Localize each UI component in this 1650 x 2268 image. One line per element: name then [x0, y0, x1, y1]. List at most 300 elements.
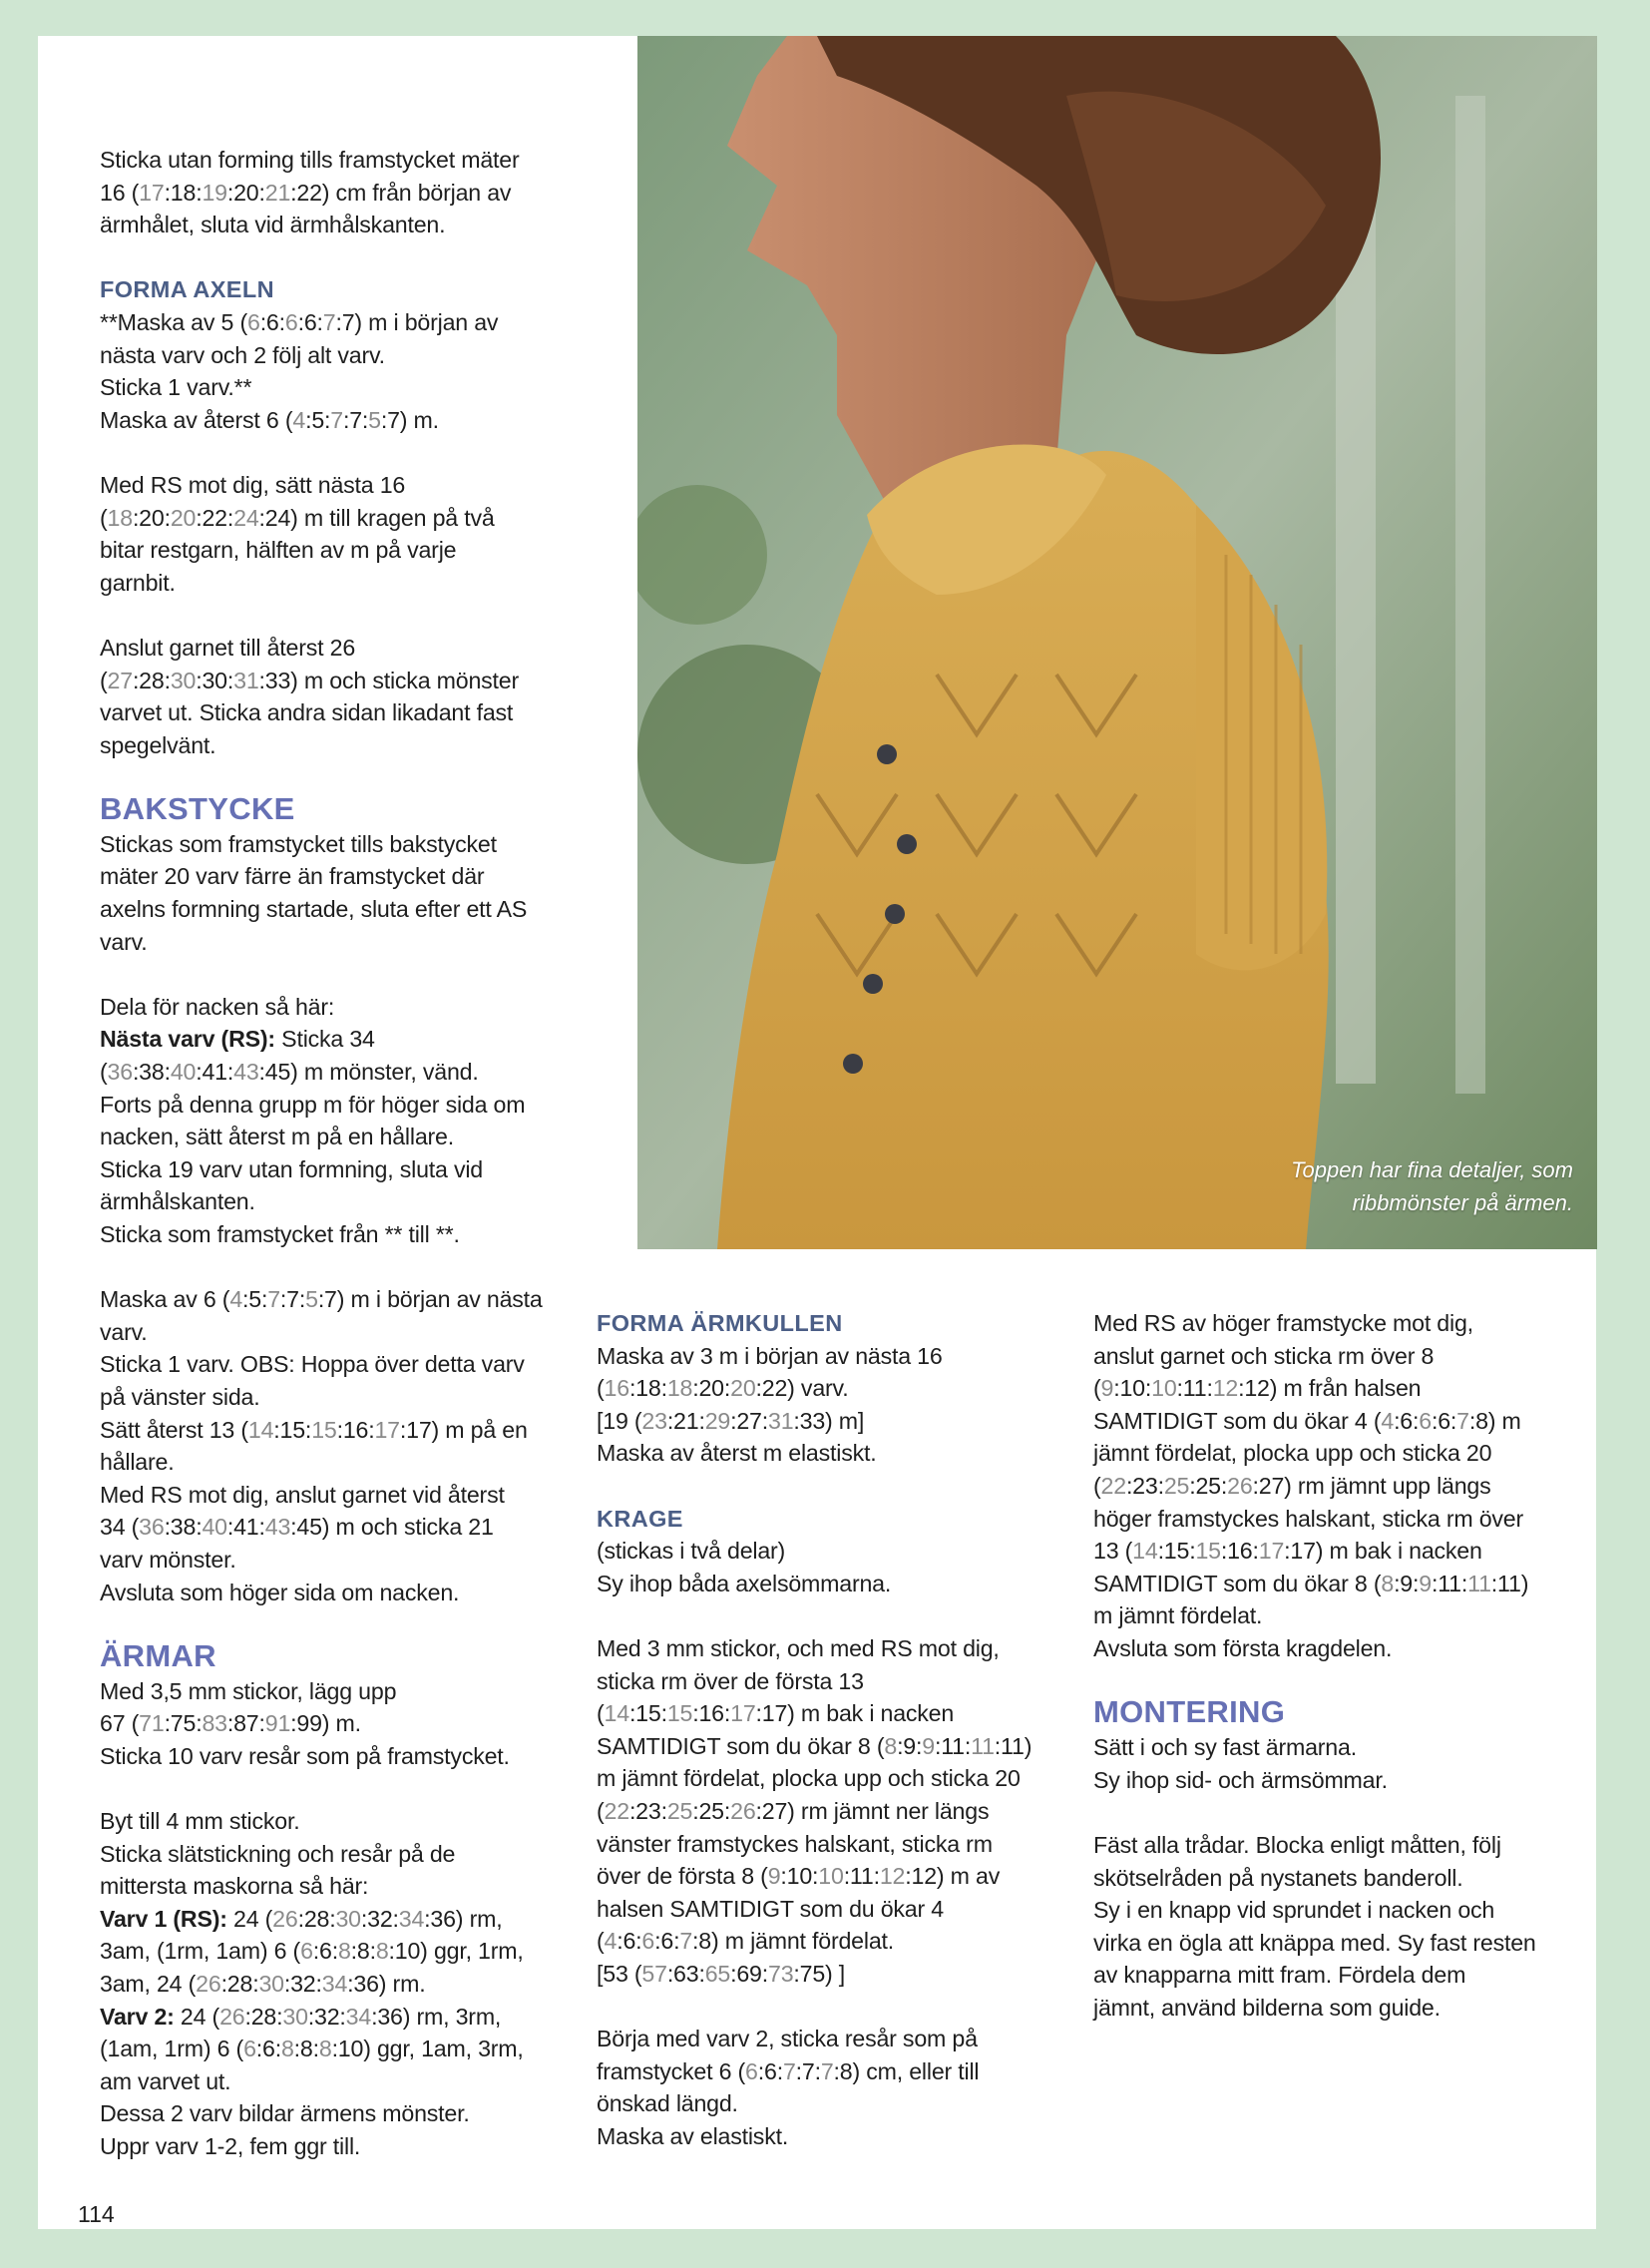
text-segment: :99) m. — [290, 1710, 361, 1737]
size-value: 36 — [139, 1514, 165, 1541]
size-value: 6 — [246, 308, 260, 335]
text-line — [1093, 1632, 1562, 1665]
text-line — [100, 1870, 609, 1903]
text-segment: :6: — [255, 2036, 281, 2062]
text-segment: SAMTIDIGT som du ökar 4 ( — [1093, 1407, 1382, 1434]
text-segment: :9: — [1394, 1570, 1420, 1596]
text-segment: halsen SAMTIDIGT som du ökar 4 — [597, 1895, 944, 1922]
text-segment: garnbit. — [100, 569, 176, 596]
text-segment: ( — [100, 504, 108, 531]
text-segment: Sticka 1 varv. OBS: Hoppa över detta varv — [100, 1351, 525, 1378]
text-line — [100, 991, 609, 1024]
size-value: 12 — [879, 1863, 906, 1890]
magazine-page — [38, 36, 1596, 2229]
text-segment: :17) m bak i nacken — [755, 1700, 955, 1727]
size-value: 4 — [229, 1286, 243, 1313]
size-value: 26 — [196, 1971, 221, 1998]
text-segment: :8) cm, eller till — [833, 2057, 980, 2084]
text-segment: :41: — [196, 1059, 234, 1086]
size-value: 31 — [233, 667, 259, 693]
size-value: 23 — [641, 1407, 667, 1434]
text-line — [100, 469, 609, 502]
text-segment: SAMTIDIGT som du ökar 8 ( — [597, 1732, 885, 1759]
section-heading: BAKSTYCKE — [100, 790, 295, 826]
text-line — [100, 306, 609, 339]
size-value: 6 — [745, 2057, 758, 2084]
size-value: 6 — [284, 308, 298, 335]
text-line — [100, 696, 609, 729]
text-segment: Sy ihop sid- och ärmsömmar. — [1093, 1766, 1388, 1793]
text-line — [1093, 1829, 1562, 1862]
text-segment: varv mönster. — [100, 1546, 236, 1573]
text-segment: :8) m jämnt fördelat. — [692, 1928, 895, 1955]
size-value: 73 — [768, 1960, 794, 1987]
text-segment: Byt till 4 mm stickor. — [100, 1808, 300, 1835]
photo-caption — [1234, 1153, 1573, 1219]
text-segment: :28: — [244, 2003, 283, 2030]
size-value: 7 — [322, 308, 336, 335]
text-segment: :7) m. — [380, 406, 439, 433]
text-segment: :12) m från halsen — [1238, 1375, 1422, 1402]
text-segment: am varvet ut. — [100, 2067, 231, 2094]
subsection-heading: KRAGE — [597, 1505, 683, 1532]
text-segment: :45) m mönster, vänd. — [258, 1059, 479, 1086]
text-segment: Avsluta som höger sida om nacken. — [100, 1579, 460, 1605]
size-value: 65 — [704, 1960, 731, 1987]
text-line — [100, 2033, 609, 2065]
size-value: 30 — [170, 667, 197, 693]
text-line — [100, 1675, 609, 1708]
text-line — [100, 1056, 609, 1089]
size-value: 4 — [604, 1928, 618, 1955]
size-value: 21 — [264, 179, 291, 206]
size-value: 40 — [170, 1059, 197, 1086]
size-value: 7 — [1456, 1407, 1469, 1434]
text-segment: Med RS av höger framstycke mot dig, — [1093, 1310, 1473, 1336]
text-line — [100, 339, 609, 372]
size-value: 6 — [641, 1928, 655, 1955]
text-line — [100, 828, 609, 861]
text-line — [597, 1925, 1055, 1958]
text-line — [100, 2001, 609, 2034]
text-segment: :10) ggr, 1rm, — [388, 1938, 524, 1965]
text-segment: 24 ( — [226, 1905, 273, 1932]
text-segment: :8) m — [1468, 1407, 1521, 1434]
text-segment: höger framstyckes halskant, sticka rm över — [1093, 1505, 1524, 1532]
text-column-1 — [100, 144, 609, 2163]
size-value: 27 — [107, 667, 133, 693]
size-value: 26 — [730, 1797, 756, 1824]
text-segment: Maska av elastiskt. — [597, 2122, 789, 2149]
text-segment: :7: — [342, 406, 369, 433]
text-line — [597, 1405, 1055, 1438]
size-value: 5 — [368, 406, 381, 433]
text-segment: jämnt fördelat, plocka upp och sticka 20 — [1093, 1440, 1492, 1467]
text-line — [1093, 1405, 1562, 1438]
text-segment: :69: — [730, 1960, 768, 1987]
caption-line: Toppen har fina detaljer, som — [1291, 1157, 1573, 1182]
size-value: 15 — [666, 1700, 693, 1727]
text-line — [100, 1544, 609, 1577]
text-line — [1093, 1307, 1562, 1340]
text-line — [100, 1805, 609, 1838]
size-value: 34 — [398, 1905, 425, 1932]
text-line — [597, 1958, 1055, 1991]
size-value: 9 — [1100, 1375, 1114, 1402]
text-segment: axelns formning startade, sluta efter ett AS — [100, 896, 528, 923]
text-segment: :20: — [692, 1375, 731, 1402]
text-segment: :32: — [360, 1905, 399, 1932]
text-segment: :15: — [1157, 1538, 1196, 1565]
text-line — [100, 1185, 609, 1218]
text-line — [100, 665, 609, 697]
text-segment: spegelvänt. — [100, 731, 216, 758]
size-value: 8 — [337, 1938, 351, 1965]
paragraph — [1093, 1307, 1562, 1665]
text-segment: :12) m av — [905, 1863, 1001, 1890]
text-line — [100, 534, 609, 567]
text-line — [1093, 1927, 1562, 1960]
text-line — [100, 567, 609, 600]
text-segment: :18: — [628, 1375, 667, 1402]
size-value: 20 — [170, 504, 197, 531]
size-value: 17 — [1258, 1538, 1285, 1565]
text-segment: :11: — [934, 1732, 972, 1759]
size-value: 91 — [264, 1710, 291, 1737]
text-segment: vänster framstyckes halskant, sticka rm — [597, 1830, 993, 1857]
text-segment: :36) rm, — [424, 1905, 503, 1932]
text-line — [1093, 1568, 1562, 1600]
text-segment: av knapparna mitt fram. Fördela dem — [1093, 1962, 1466, 1989]
size-value: 30 — [335, 1905, 361, 1932]
text-line — [1093, 1599, 1562, 1632]
text-segment: ( — [597, 1928, 605, 1955]
text-segment: :7) m i början av nästa — [317, 1286, 543, 1313]
size-value: 17 — [730, 1700, 756, 1727]
size-value: 8 — [375, 1938, 389, 1965]
size-value: 14 — [247, 1416, 274, 1443]
size-value: 57 — [641, 1960, 667, 1987]
text-segment: mittersta maskorna så här: — [100, 1873, 369, 1900]
paragraph — [100, 1805, 609, 2163]
size-value: 16 — [604, 1375, 629, 1402]
section-heading: ÄRMAR — [100, 1637, 216, 1673]
text-segment: SAMTIDIGT som du ökar 8 ( — [1093, 1570, 1382, 1596]
text-segment: Med RS mot dig, sätt nästa 16 — [100, 471, 406, 498]
text-segment: :5: — [305, 406, 331, 433]
text-line — [100, 1121, 609, 1153]
text-line — [100, 1023, 609, 1056]
text-segment: (stickas i två delar) — [597, 1538, 786, 1565]
text-segment: :25: — [1189, 1472, 1228, 1499]
text-line — [100, 1511, 609, 1544]
text-segment: önskad längd. — [597, 2090, 738, 2117]
text-segment: :75: — [164, 1710, 203, 1737]
text-segment: Sticka 1 varv.** — [100, 374, 252, 401]
text-line — [1093, 1862, 1562, 1895]
text-line — [1093, 1764, 1562, 1797]
text-segment: Med RS mot dig, anslut garnet vid återst — [100, 1481, 505, 1508]
size-value: 30 — [258, 1971, 284, 1998]
text-segment: Sticka slätstickning och resår på de — [100, 1840, 456, 1867]
text-segment: ( — [597, 1797, 605, 1824]
size-value: 25 — [1163, 1472, 1190, 1499]
size-value: 22 — [604, 1797, 629, 1824]
text-segment: :20: — [132, 504, 171, 531]
text-segment: Sy i en knapp vid sprundet i nacken och — [1093, 1897, 1495, 1924]
text-line — [1093, 1470, 1562, 1503]
text-segment: :36) rm. — [347, 1971, 426, 1998]
size-value: 22 — [1100, 1472, 1126, 1499]
text-segment: över de första 8 ( — [597, 1863, 768, 1890]
size-value: 71 — [139, 1710, 165, 1737]
subsection-heading: FORMA AXELN — [100, 276, 274, 303]
text-segment: :7: — [795, 2057, 821, 2084]
paragraph — [100, 991, 609, 1251]
text-line — [100, 1414, 609, 1447]
text-line — [1093, 1372, 1562, 1405]
paragraph — [100, 1283, 609, 1608]
text-line — [597, 2023, 1055, 2055]
text-line — [1093, 1992, 1562, 2025]
paragraph — [597, 1632, 1055, 1991]
text-segment: Maska av återst 6 ( — [100, 406, 293, 433]
subsection-heading: FORMA ÄRMKULLEN — [597, 1310, 843, 1336]
text-segment: :6: — [259, 308, 285, 335]
text-line — [1093, 1535, 1562, 1568]
text-segment: :11: — [1431, 1570, 1468, 1596]
text-line — [100, 1577, 609, 1609]
text-segment: :10: — [780, 1863, 819, 1890]
size-value: 10 — [1151, 1375, 1177, 1402]
text-line — [100, 860, 609, 893]
text-line — [597, 1568, 1055, 1600]
text-line — [597, 1340, 1055, 1373]
text-line — [597, 1893, 1055, 1926]
text-segment: :7: — [279, 1286, 306, 1313]
text-segment: ( — [597, 1700, 605, 1727]
size-value: 18 — [666, 1375, 693, 1402]
text-segment: varv. — [100, 928, 148, 955]
text-line — [100, 2130, 609, 2163]
text-segment: mäter 20 varv färre än framstycket där — [100, 863, 485, 890]
bold-label: Nästa varv (RS): — [100, 1026, 275, 1053]
text-segment: :30: — [196, 667, 234, 693]
text-segment: Sticka som framstycket från ** till **. — [100, 1221, 460, 1247]
text-segment: m jämnt fördelat. — [1093, 1602, 1263, 1629]
text-segment: 16 ( — [100, 179, 140, 206]
paragraph — [597, 1307, 1055, 1470]
text-segment: :8: — [350, 1938, 376, 1965]
text-segment: ärmhålskanten. — [100, 1188, 255, 1215]
text-line — [100, 1479, 609, 1512]
text-segment: :7) m i början av — [335, 308, 499, 335]
text-line — [1093, 1959, 1562, 1992]
paragraph — [1093, 1829, 1562, 2025]
text-line — [597, 2087, 1055, 2120]
text-line — [100, 1446, 609, 1479]
text-segment: virka en ögla att knäppa med. Sy fast resten — [1093, 1929, 1536, 1956]
bold-label: Varv 1 (RS): — [100, 1905, 227, 1932]
size-value: 25 — [666, 1797, 693, 1824]
size-value: 36 — [107, 1059, 133, 1086]
section-heading: MONTERING — [1093, 1694, 1286, 1730]
text-segment: :27) rm jämnt upp längs — [1252, 1472, 1491, 1499]
text-segment: Avsluta som första kragdelen. — [1093, 1634, 1393, 1661]
text-line — [100, 371, 609, 404]
size-value: 19 — [202, 179, 227, 206]
size-value: 43 — [233, 1059, 259, 1086]
text-segment: Med 3,5 mm stickor, lägg upp — [100, 1677, 397, 1704]
text-segment: hållare. — [100, 1449, 175, 1476]
size-value: 6 — [243, 2036, 256, 2062]
text-line — [597, 1762, 1055, 1795]
size-value: 17 — [374, 1416, 400, 1443]
text-segment: ( — [100, 667, 108, 693]
size-value: 10 — [818, 1863, 844, 1890]
size-value: 7 — [820, 2057, 834, 2084]
size-value: 26 — [1227, 1472, 1253, 1499]
text-segment: på vänster sida. — [100, 1383, 260, 1410]
text-segment: Forts på denna grupp m för höger sida om — [100, 1091, 526, 1118]
text-segment: :45) m och sticka 21 — [290, 1514, 494, 1541]
text-line — [100, 1935, 609, 1968]
text-segment: :36) rm, 3rm, — [371, 2003, 502, 2030]
text-line — [597, 2120, 1055, 2153]
size-value: 14 — [1132, 1538, 1158, 1565]
text-line — [100, 1089, 609, 1122]
size-value: 4 — [292, 406, 306, 433]
text-segment: varv. — [100, 1318, 148, 1345]
size-value: 17 — [139, 179, 165, 206]
text-segment: ( — [1093, 1472, 1101, 1499]
size-value: 7 — [267, 1286, 280, 1313]
text-segment: :6: — [1394, 1407, 1420, 1434]
text-line — [100, 502, 609, 535]
text-line — [100, 1707, 609, 1740]
size-value: 29 — [704, 1407, 731, 1434]
text-line — [1093, 1437, 1562, 1470]
text-segment: Sätt återst 13 ( — [100, 1416, 248, 1443]
text-segment: :38: — [164, 1514, 203, 1541]
text-line — [597, 1697, 1055, 1730]
size-value: 8 — [884, 1732, 898, 1759]
text-segment: bitar restgarn, hälften av m på varje — [100, 537, 457, 564]
size-value: 7 — [330, 406, 343, 433]
text-line — [597, 1828, 1055, 1861]
text-segment: :25: — [692, 1797, 731, 1824]
text-segment: :8: — [293, 2036, 319, 2062]
text-segment: 13 ( — [1093, 1538, 1133, 1565]
text-segment: Sticka 19 varv utan formning, sluta vid — [100, 1155, 483, 1182]
size-value: 9 — [1419, 1570, 1432, 1596]
size-value: 9 — [767, 1863, 781, 1890]
size-value: 9 — [922, 1732, 935, 1759]
text-segment: 34 ( — [100, 1514, 140, 1541]
size-value: 34 — [321, 1971, 348, 1998]
text-segment: Sticka utan forming tills framstycket mäter — [100, 147, 520, 173]
text-segment: skötselråden på nystanets banderoll. — [1093, 1864, 1463, 1891]
size-value: 8 — [318, 2036, 332, 2062]
size-value: 4 — [1381, 1407, 1395, 1434]
text-segment: :41: — [226, 1514, 265, 1541]
size-value: 6 — [1419, 1407, 1432, 1434]
photo-illustration — [637, 36, 1597, 1249]
text-line — [100, 1838, 609, 1871]
text-segment: Maska av 3 m i början av nästa 16 — [597, 1342, 943, 1369]
text-segment: :11: — [1176, 1375, 1213, 1402]
size-value: 11 — [971, 1732, 995, 1759]
model-photo — [637, 36, 1597, 1249]
text-segment: :20: — [226, 179, 265, 206]
text-line — [597, 1372, 1055, 1405]
text-segment: :22: — [196, 504, 234, 531]
text-segment: :6: — [617, 1928, 642, 1955]
text-segment: :11: — [843, 1863, 880, 1890]
paragraph — [100, 273, 609, 436]
text-segment: framstycket 6 ( — [597, 2057, 746, 2084]
text-line — [597, 1632, 1055, 1665]
text-segment: :10) ggr, 1am, 3rm, — [331, 2036, 524, 2062]
text-segment: Börja med varv 2, sticka resår som på — [597, 2026, 978, 2052]
text-segment: ( — [597, 1375, 605, 1402]
text-line — [100, 404, 609, 437]
text-segment: :10: — [1113, 1375, 1152, 1402]
text-segment: :6: — [654, 1928, 680, 1955]
text-segment: :15: — [273, 1416, 312, 1443]
text-line — [597, 1860, 1055, 1893]
text-line — [597, 2055, 1055, 2088]
size-value: 26 — [272, 1905, 298, 1932]
size-value: 8 — [280, 2036, 294, 2062]
text-line — [100, 1968, 609, 2001]
text-segment: :28: — [297, 1905, 336, 1932]
text-segment: :6: — [312, 1938, 338, 1965]
text-segment: :38: — [132, 1059, 171, 1086]
size-value: 18 — [107, 504, 133, 531]
text-segment: :22) varv. — [755, 1375, 849, 1402]
text-line — [100, 1348, 609, 1381]
text-segment: :22) cm från början av — [290, 179, 512, 206]
caption-line: ribbmönster på ärmen. — [1352, 1190, 1573, 1215]
text-segment: :17) m på en — [399, 1416, 528, 1443]
text-line — [100, 1283, 609, 1316]
text-line — [100, 1218, 609, 1251]
text-segment: :63: — [666, 1960, 705, 1987]
size-value: 26 — [219, 2003, 245, 2030]
paragraph — [597, 2023, 1055, 2152]
size-value: 7 — [679, 1928, 693, 1955]
size-value: 43 — [264, 1514, 291, 1541]
paragraph — [597, 1503, 1055, 1600]
text-segment: :33) m] — [793, 1407, 865, 1434]
text-line — [1093, 1340, 1562, 1373]
size-value: 40 — [202, 1514, 227, 1541]
text-segment: :17) m bak i nacken — [1284, 1538, 1482, 1565]
text-segment: Stickas som framstycket tills bakstycket — [100, 830, 497, 857]
paragraph — [100, 144, 609, 241]
text-line — [597, 1437, 1055, 1470]
text-segment: :6: — [757, 2057, 783, 2084]
text-segment: nästa varv och 2 följ alt varv. — [100, 341, 385, 368]
text-segment: 3am, 24 ( — [100, 1971, 197, 1998]
text-segment: (1am, 1rm) 6 ( — [100, 2036, 244, 2062]
paragraph — [1093, 1693, 1562, 1796]
size-value: 31 — [768, 1407, 794, 1434]
text-segment: Sticka 34 — [274, 1026, 375, 1053]
text-segment: ( — [1093, 1375, 1101, 1402]
text-line — [597, 1665, 1055, 1698]
